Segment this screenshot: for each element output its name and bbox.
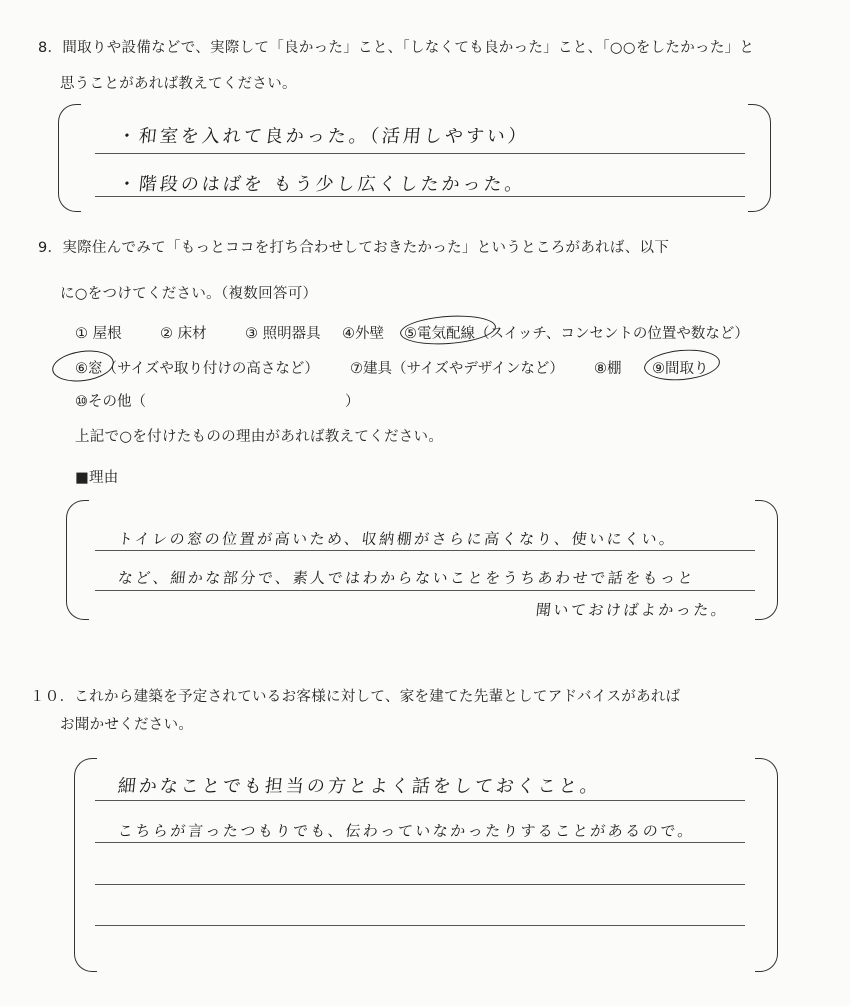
q9-option-fittings[interactable]: ⑦建具（サイズやデザインなど） — [350, 361, 564, 377]
q10-answer-2: こちらが言ったつもりでも、伝わっていなかったりすることがあるので。 — [117, 822, 696, 840]
q9-option-lighting[interactable]: ③ 照明器具 — [245, 326, 321, 342]
q10-question-line1: １０．これから建築を予定されているお客様に対して、家を建てた先輩としてアドバイスがあれば — [30, 689, 681, 705]
answer-rule — [95, 153, 745, 154]
q9-reason-bracket-right — [755, 500, 778, 620]
q9-option-floor-plan[interactable]: ⑨間取り — [652, 361, 709, 377]
q10-question-line2: お聞かせください。 — [60, 717, 194, 733]
answer-rule — [95, 842, 745, 843]
q9-option-other[interactable]: ⑩その他（ — [75, 394, 146, 410]
answer-rule — [95, 196, 745, 197]
q9-question-line1: 9．実際住んでみて「もっとココを打ち合わせしておきたかった」というところがあれば、以下 — [38, 240, 670, 256]
q10-answer-bracket-right — [755, 758, 778, 972]
answer-rule — [95, 550, 755, 551]
q8-question-line2: 思うことがあれば教えてください。 — [60, 76, 297, 92]
q9-option-other-close: ） — [345, 394, 360, 410]
q9-option-shelf[interactable]: ⑧棚 — [594, 361, 622, 377]
q8-question-line1: 8．間取りや設備などで、実際して「良かった」こと、「しなくても良かった」こと、「○○をしたかった」と — [38, 40, 755, 56]
q9-reason-bracket-left — [66, 500, 89, 620]
q9-option-roof[interactable]: ① 屋根 — [75, 326, 122, 342]
q9-option-window[interactable]: ⑥窓（サイズや取り付けの高さなど） — [75, 361, 319, 377]
q9-reason-1: トイレの窓の位置が高いため、収納棚がさらに高くなり、使いにくい。 — [117, 530, 678, 548]
q9-reason-label: ■理由 — [75, 470, 119, 486]
q9-question-line2: に○をつけてください。（複数回答可） — [60, 286, 318, 302]
answer-rule — [95, 925, 745, 926]
selected-circle-mark — [643, 347, 721, 384]
q10-answer-bracket-left — [74, 758, 97, 972]
q10-answer-1: 細かなことでも担当の方とよく話をしておくこと。 — [116, 776, 602, 797]
q8-answer-bracket-left — [58, 104, 81, 212]
q9-option-electrical-wiring[interactable]: ⑤電気配線（スイッチ、コンセントの位置や数など） — [404, 326, 749, 342]
answer-rule — [95, 590, 755, 591]
selected-circle-mark — [50, 347, 116, 385]
q9-option-exterior-wall[interactable]: ④外壁 — [342, 326, 384, 342]
q8-answer-2: ・階段のはばを もう少し広くしたかった。 — [116, 174, 527, 195]
q8-answer-bracket-right — [748, 104, 771, 212]
q9-reason-prompt: 上記で○を付けたものの理由があれば教えてください。 — [75, 429, 444, 445]
answer-rule — [95, 800, 745, 801]
q9-reason-2: など、細かな部分で、素人ではわからないことをうちあわせで話をもっと — [117, 569, 697, 587]
q9-option-flooring[interactable]: ② 床材 — [160, 326, 207, 342]
q8-answer-1: ・和室を入れて良かった。（活用しやすい） — [116, 126, 530, 147]
q9-reason-3: 聞いておけばよかった。 — [535, 601, 730, 619]
answer-rule — [95, 884, 745, 885]
